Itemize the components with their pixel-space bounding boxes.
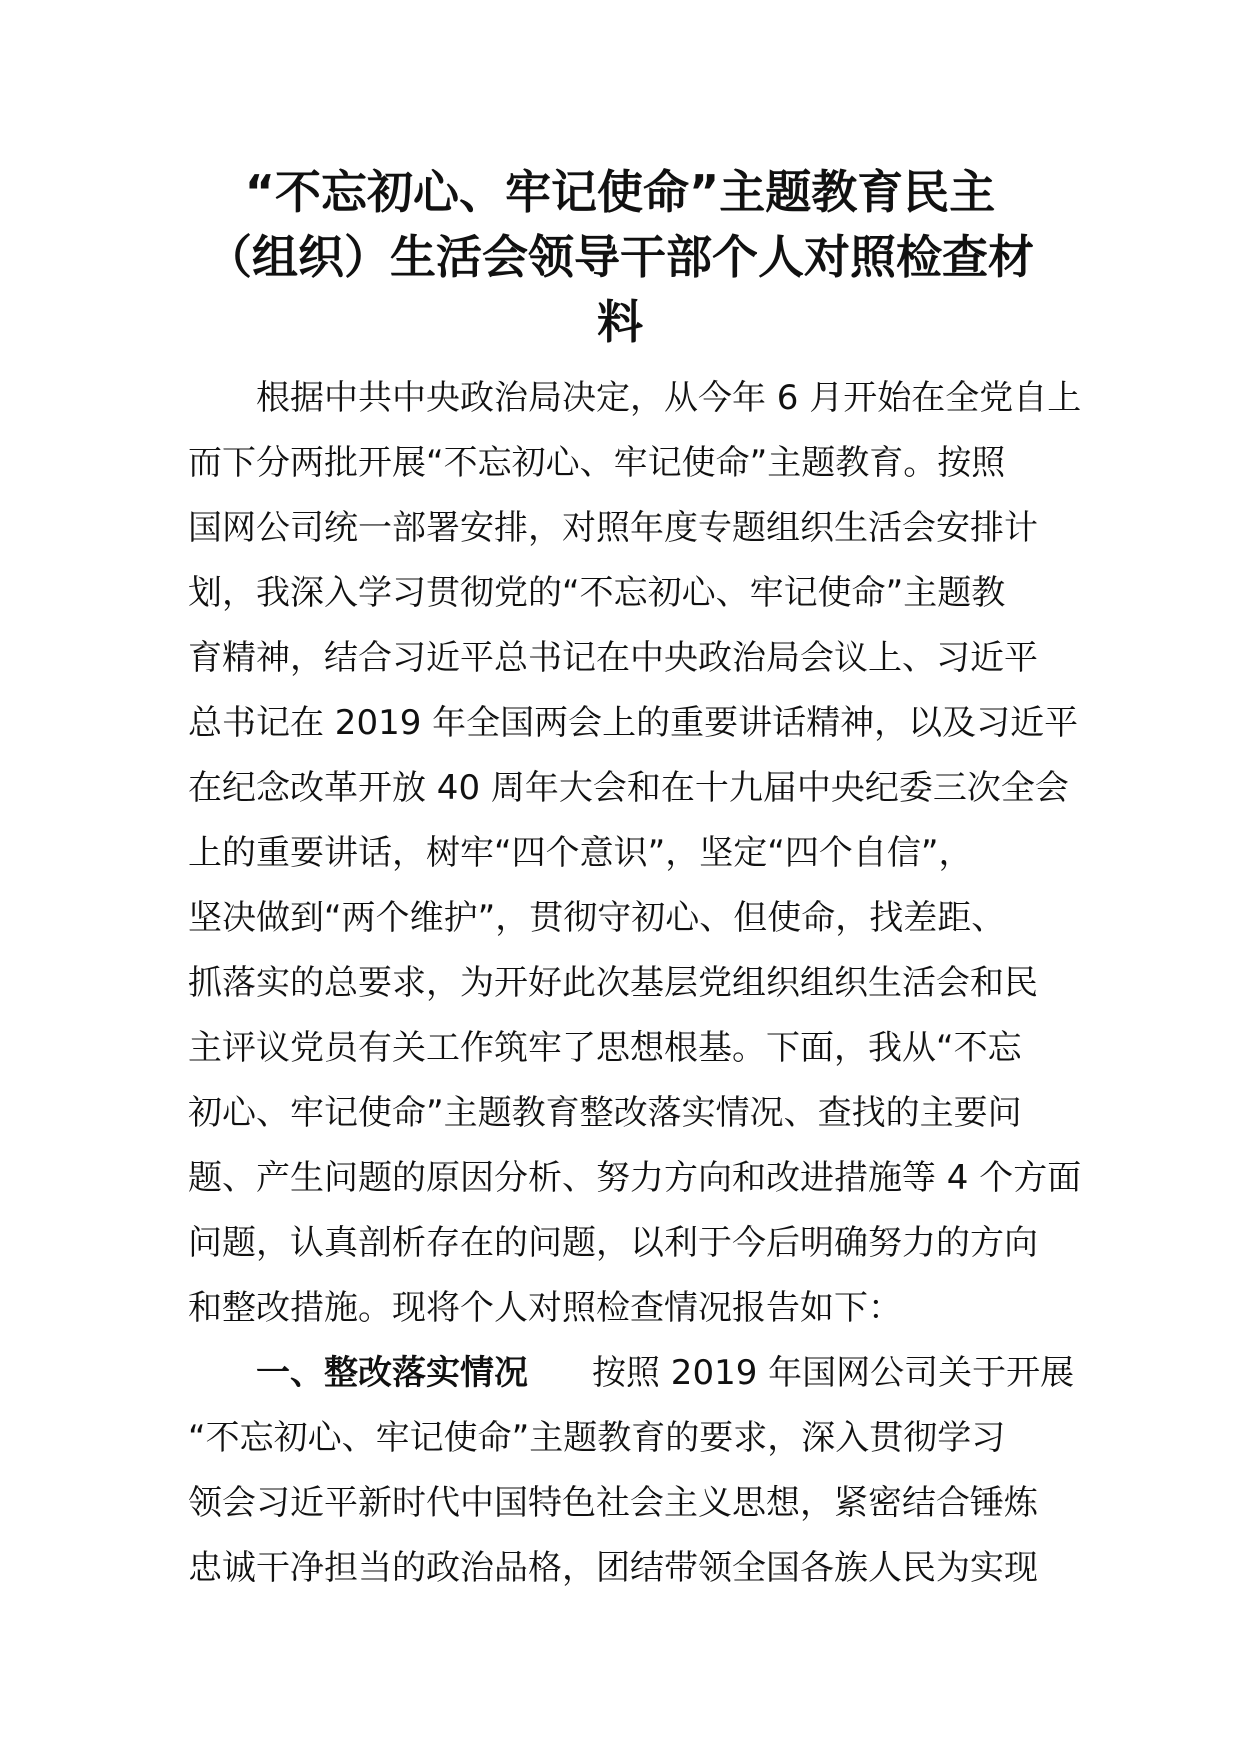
section-rectification xyxy=(188,1341,1075,1601)
text-line: 和整改措施。现将个人对照检查情况报告如下： xyxy=(188,1288,902,1328)
document-body xyxy=(188,366,1082,1601)
section-heading: 一、整改落实情况 xyxy=(188,1353,528,1393)
section-first-line-text: 按照 2019 年国网公司关于开展 xyxy=(592,1353,1075,1393)
document-title xyxy=(180,160,1060,355)
text-line: 上的重要讲话，树牢“四个意识”，坚定“四个自信”， xyxy=(188,833,973,873)
title-line: （组织）生活会领导干部个人对照检查材 xyxy=(206,230,1034,284)
title-line: “不忘初心、牢记使命”主题教育民主 xyxy=(244,165,996,219)
text-line: 根据中共中央政治局决定，从今年 6 月开始在全党自上 xyxy=(188,378,1082,418)
text-line: 而下分两批开展“不忘初心、牢记使命”主题教育。按照 xyxy=(188,443,1006,483)
text-line: 问题，认真剖析存在的问题，以利于今后明确努力的方向 xyxy=(188,1223,1038,1263)
title-line: 料 xyxy=(597,295,643,349)
section-first-line xyxy=(188,1341,1075,1406)
text-line: 坚决做到“两个维护”，贯彻守初心、但使命，找差距、 xyxy=(188,898,1006,938)
paragraph-intro xyxy=(188,366,1082,1341)
text-line: 题、产生问题的原因分析、努力方向和改进措施等 4 个方面 xyxy=(188,1158,1082,1198)
text-line: 领会习近平新时代中国特色社会主义思想，紧密结合锤炼 xyxy=(188,1483,1038,1523)
text-line: 划，我深入学习贯彻党的“不忘初心、牢记使命”主题教 xyxy=(188,573,1006,613)
text-line: 主评议党员有关工作筑牢了思想根基。下面，我从“不忘 xyxy=(188,1028,1022,1068)
text-line: 总书记在 2019 年全国两会上的重要讲话精神，以及习近平 xyxy=(188,703,1079,743)
text-line: 忠诚干净担当的政治品格，团结带领全国各族人民为实现 xyxy=(188,1548,1038,1588)
text-line: 在纪念改革开放 40 周年大会和在十九届中央纪委三次全会 xyxy=(188,768,1069,808)
text-line: 育精神，结合习近平总书记在中央政治局会议上、习近平 xyxy=(188,638,1038,678)
text-line: 初心、牢记使命”主题教育整改落实情况、查找的主要问 xyxy=(188,1093,1022,1133)
text-line: 国网公司统一部署安排，对照年度专题组织生活会安排计 xyxy=(188,508,1038,548)
text-line: 抓落实的总要求，为开好此次基层党组织组织生活会和民 xyxy=(188,963,1038,1003)
text-line: “不忘初心、牢记使命”主题教育的要求，深入贯彻学习 xyxy=(188,1418,1006,1458)
